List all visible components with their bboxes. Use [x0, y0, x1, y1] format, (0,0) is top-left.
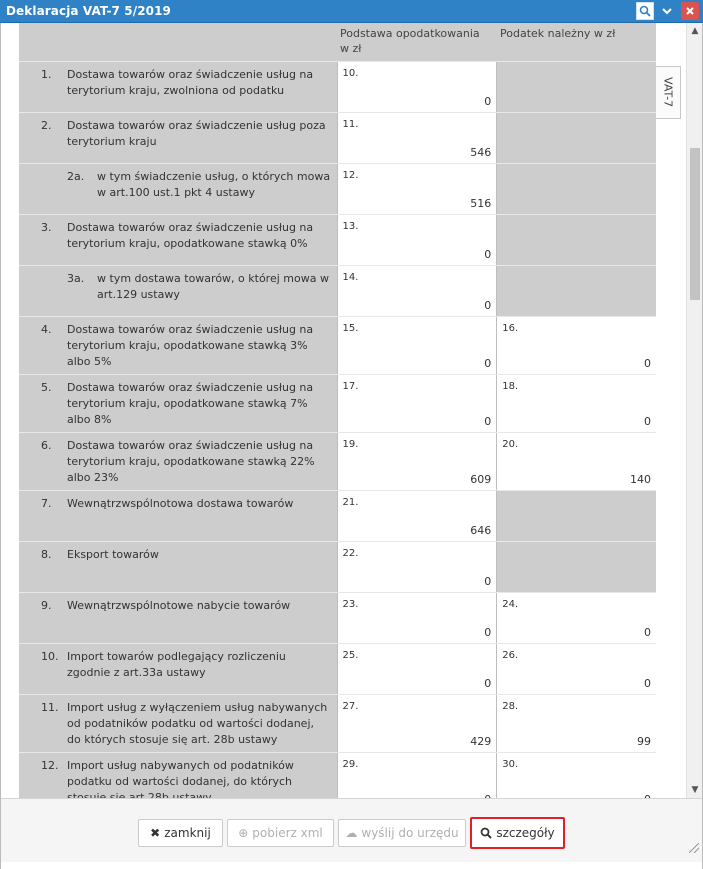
- tax-base-field[interactable]: [337, 593, 497, 643]
- tax-base-field[interactable]: [337, 266, 497, 316]
- close-icon[interactable]: [681, 2, 699, 20]
- send-label: wyślij do urzędu: [361, 826, 459, 840]
- field-number: 28.: [502, 701, 519, 712]
- field-value: 0: [643, 415, 651, 428]
- field-value: 0: [643, 677, 651, 690]
- field-number: 13.: [342, 221, 359, 232]
- table-row: [19, 112, 656, 163]
- declaration-table: [19, 23, 656, 810]
- row-number: 9.: [41, 599, 52, 612]
- row-number: 2a.: [67, 170, 85, 183]
- row-number: 11.: [41, 701, 59, 714]
- field-number: 27.: [342, 701, 359, 712]
- row-label: Dostawa towarów oraz świadczenie usług poza terytorium kraju: [67, 119, 326, 148]
- field-number: 25.: [342, 650, 359, 661]
- download-xml-label: pobierz xml: [252, 826, 323, 840]
- close-button-label: zamknij: [164, 826, 211, 840]
- tax-base-field[interactable]: [337, 644, 497, 694]
- row-number: 12.: [41, 759, 59, 772]
- row-description: [19, 266, 337, 316]
- row-label: Import usług z wyłączeniem usług nabywanych od podatników podatku od wartości dodanej, do których stosuje się art. 28b ustawy: [67, 701, 328, 746]
- field-number: 19.: [342, 439, 359, 450]
- table-row: [19, 432, 656, 490]
- row-description: [19, 113, 337, 163]
- tax-due-empty: [496, 62, 656, 112]
- field-value: 0: [484, 575, 492, 588]
- table-row: [19, 163, 656, 214]
- tax-due-field[interactable]: [496, 375, 656, 432]
- details-button[interactable]: [470, 817, 565, 849]
- table-row: [19, 61, 656, 112]
- row-description: [19, 62, 337, 112]
- table-row: [19, 643, 656, 694]
- row-description: [19, 317, 337, 374]
- field-number: 14.: [342, 272, 359, 283]
- close-x-icon: ✖: [150, 826, 161, 840]
- table-row: [19, 541, 656, 592]
- send-to-office-button[interactable]: [338, 819, 466, 847]
- field-number: 18.: [502, 381, 519, 392]
- field-number: 15.: [342, 323, 359, 334]
- vertical-scrollbar[interactable]: [686, 23, 702, 798]
- field-value: 140: [629, 473, 651, 486]
- tax-base-field[interactable]: [337, 215, 497, 265]
- tax-due-field[interactable]: [496, 433, 656, 490]
- header-tax-base: Podstawa opodatkowania w zł: [340, 27, 480, 55]
- field-value: 0: [484, 95, 492, 108]
- row-number: 10.: [41, 650, 59, 663]
- row-label: Dostawa towarów oraz świadczenie usług na terytorium kraju, zwolniona od podatku: [67, 68, 314, 97]
- search-icon[interactable]: [636, 2, 654, 20]
- field-number: 24.: [502, 599, 519, 610]
- tax-base-field[interactable]: [337, 542, 497, 592]
- field-number: 10.: [342, 68, 359, 79]
- field-number: 17.: [342, 381, 359, 392]
- field-value: 0: [484, 415, 492, 428]
- field-value: 0: [484, 677, 492, 690]
- tax-due-empty: [496, 113, 656, 163]
- table-row: [19, 374, 656, 432]
- tax-due-field[interactable]: [496, 695, 656, 752]
- close-button[interactable]: [138, 819, 223, 847]
- tax-base-field[interactable]: [337, 695, 497, 752]
- row-label: Dostawa towarów oraz świadczenie usług na terytorium kraju, opodatkowane stawką 7% albo 8%: [67, 381, 314, 426]
- field-value: 429: [470, 735, 492, 748]
- window-title: Deklaracja VAT-7 5/2019: [6, 4, 171, 18]
- tax-due-empty: [496, 215, 656, 265]
- table-row: [19, 694, 656, 752]
- row-label: Import usług nabywanych od podatników podatku od wartości dodanej, do których: [67, 759, 294, 788]
- row-number: 2.: [41, 119, 52, 132]
- tax-due-field[interactable]: [496, 317, 656, 374]
- tax-base-field[interactable]: [337, 113, 497, 163]
- table-body: [19, 61, 656, 810]
- chevron-down-icon[interactable]: [658, 2, 676, 20]
- tax-due-empty: [496, 491, 656, 541]
- field-value: 0: [484, 248, 492, 261]
- field-number: 16.: [502, 323, 519, 334]
- table-header: [19, 23, 656, 61]
- cloud-upload-icon: ☁: [345, 826, 358, 840]
- scrollbar-thumb[interactable]: [690, 148, 700, 300]
- row-number: 4.: [41, 323, 52, 336]
- row-description: [19, 433, 337, 490]
- tax-due-field[interactable]: [496, 593, 656, 643]
- row-number: 1.: [41, 68, 52, 81]
- row-number: 7.: [41, 497, 52, 510]
- download-icon: ⊕: [238, 826, 249, 840]
- field-value: 546: [470, 146, 492, 159]
- field-number: 30.: [502, 759, 519, 770]
- row-description: [19, 593, 337, 643]
- row-description: [19, 695, 337, 752]
- tab-vat7[interactable]: [656, 66, 681, 119]
- window-titlebar: [0, 0, 703, 23]
- table-row: [19, 316, 656, 374]
- table-row: [19, 214, 656, 265]
- row-number: 3.: [41, 221, 52, 234]
- declaration-scroll-area[interactable]: [1, 23, 685, 798]
- field-value: 0: [484, 626, 492, 639]
- dialog-footer: [1, 798, 702, 862]
- table-row: [19, 265, 656, 316]
- row-description: [19, 491, 337, 541]
- tax-base-field[interactable]: [337, 433, 497, 490]
- scroll-up-icon[interactable]: ▲: [691, 26, 699, 36]
- header-tax-due: Podatek należny w zł: [500, 27, 616, 40]
- row-label: Wewnątrzwspólnotowe nabycie towarów: [67, 599, 291, 612]
- row-number: 6.: [41, 439, 52, 452]
- field-value: 516: [470, 197, 492, 210]
- field-value: 646: [470, 524, 492, 537]
- row-description: [19, 644, 337, 694]
- row-description: [19, 164, 337, 214]
- field-number: 11.: [342, 119, 359, 130]
- tax-due-empty: [496, 266, 656, 316]
- tab-vat7-label: VAT-7: [661, 77, 675, 108]
- field-value: 99: [636, 735, 651, 748]
- tax-base-field[interactable]: [337, 317, 497, 374]
- row-label: Dostawa towarów oraz świadczenie usług na terytorium kraju, opodatkowane stawką 22% albo 23%: [67, 439, 315, 484]
- field-number: 12.: [342, 170, 359, 181]
- row-label: w tym dostawa towarów, o której mowa w art.129 ustawy: [97, 272, 329, 301]
- tax-base-field[interactable]: [337, 164, 497, 214]
- field-value: 0: [643, 357, 651, 370]
- scroll-down-icon[interactable]: ▼: [691, 785, 699, 795]
- field-number: 29.: [342, 759, 359, 770]
- row-label: Eksport towarów: [67, 548, 159, 561]
- details-label: szczegóły: [496, 826, 555, 840]
- table-row: [19, 592, 656, 643]
- tax-due-field[interactable]: [496, 644, 656, 694]
- download-xml-button[interactable]: [227, 819, 334, 847]
- row-description: [19, 215, 337, 265]
- row-number: 5.: [41, 381, 52, 394]
- tax-due-empty: [496, 164, 656, 214]
- tax-base-field[interactable]: [337, 62, 497, 112]
- row-label: Dostawa towarów oraz świadczenie usług na terytorium kraju, opodatkowane stawką 3% albo 5%: [67, 323, 314, 368]
- field-number: 20.: [502, 439, 519, 450]
- row-label: Import towarów podlegający rozliczeniu zgodnie z art.33a ustawy: [67, 650, 286, 679]
- tax-base-field[interactable]: [337, 491, 497, 541]
- tax-base-field[interactable]: [337, 375, 497, 432]
- field-number: 23.: [342, 599, 359, 610]
- row-label: Dostawa towarów oraz świadczenie usług na terytorium kraju, opodatkowane stawką 0%: [67, 221, 314, 250]
- field-number: 26.: [502, 650, 519, 661]
- field-value: 0: [643, 626, 651, 639]
- search-icon: [480, 827, 492, 839]
- tax-due-empty: [496, 542, 656, 592]
- row-description: [19, 542, 337, 592]
- table-row: [19, 490, 656, 541]
- resize-grip-icon[interactable]: [689, 843, 699, 853]
- row-number: 8.: [41, 548, 52, 561]
- row-description: [19, 375, 337, 432]
- field-value: 0: [484, 299, 492, 312]
- field-value: 0: [484, 357, 492, 370]
- row-number: 3a.: [67, 272, 85, 285]
- row-label: Wewnątrzwspólnotowa dostawa towarów: [67, 497, 294, 510]
- field-value: 609: [470, 473, 492, 486]
- field-number: 21.: [342, 497, 359, 508]
- row-label: w tym świadczenie usług, o których mowa w art.100 ust.1 pkt 4 ustawy: [97, 170, 331, 199]
- field-number: 22.: [342, 548, 359, 559]
